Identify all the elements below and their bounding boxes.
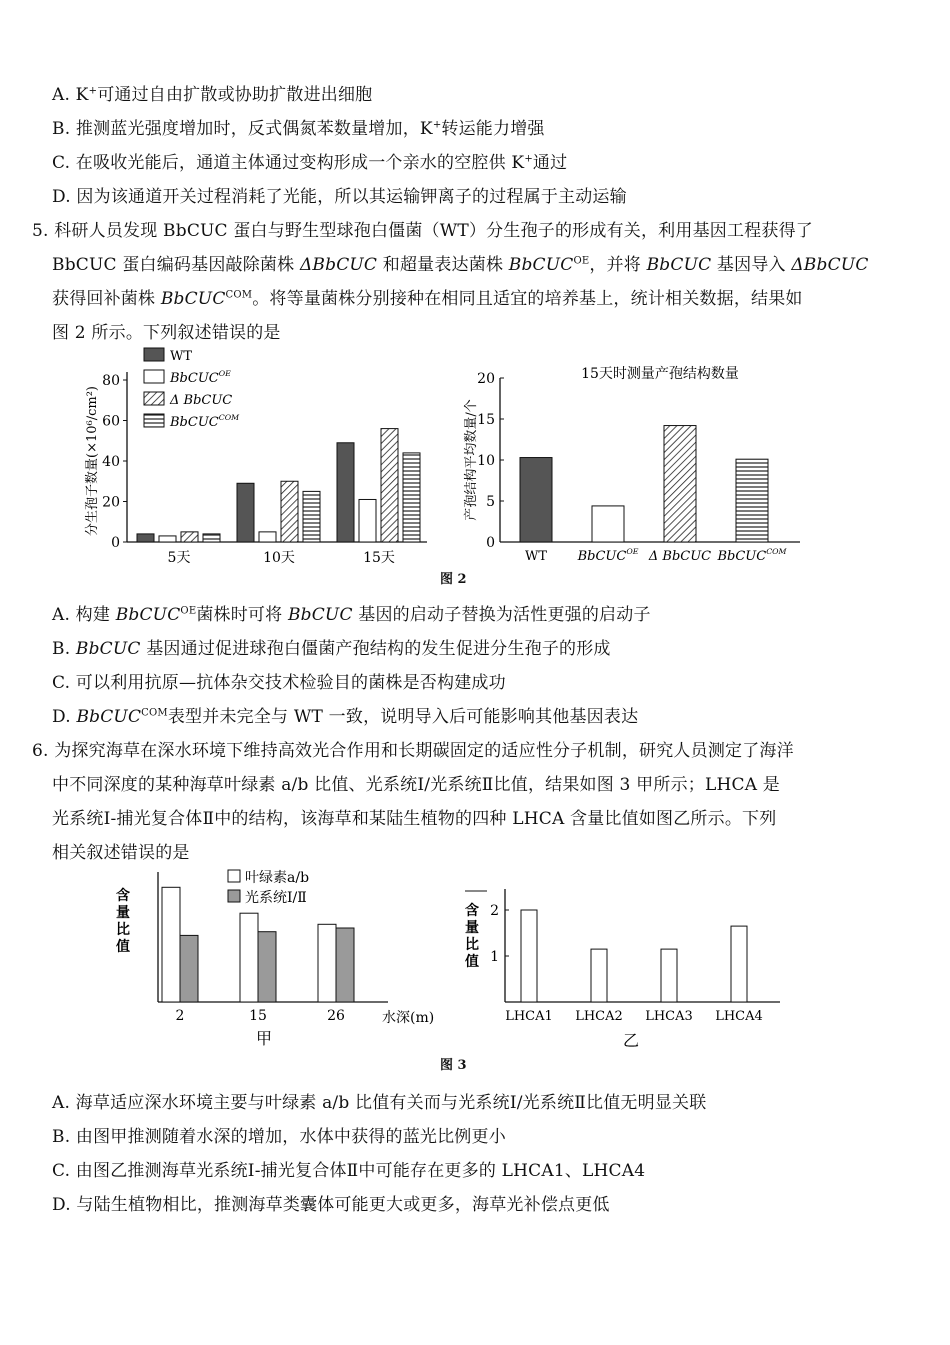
legend-label: BbCUC$^{COM}$ — [170, 413, 240, 430]
y-axis-label-char: 含 — [465, 903, 479, 919]
bar-4-1 — [203, 534, 220, 542]
legend-swatch — [144, 348, 164, 361]
fig2-spore-count-chart — [72, 342, 452, 572]
bar-4-3 — [403, 453, 420, 542]
chart-title: 15天时测量产孢结构数量 — [581, 366, 739, 382]
q4-option-a: A. K+可通过自由扩散或协助扩散进出细胞 — [52, 85, 373, 105]
x-tick-label: 15天 — [363, 550, 395, 566]
x-tick-label: LHCA4 — [715, 1009, 763, 1024]
y-tick-label: 20 — [102, 494, 120, 511]
y-tick-label: 2 — [490, 903, 499, 919]
x-axis-label: 水深(m) — [382, 1010, 435, 1026]
bar-2 — [592, 506, 624, 542]
bar-3-1 — [181, 532, 198, 542]
q5-stem-line-1: 5. 科研人员发现 BbCUC 蛋白与野生型球孢白僵菌（WT）分生孢子的形成有关，利用基因工程获得了 — [32, 221, 813, 241]
bar-1 — [521, 910, 537, 1002]
bar-2-3 — [336, 928, 354, 1002]
y-tick-label: 60 — [102, 413, 120, 430]
bar-2-3 — [359, 499, 376, 542]
y-axis-label-char: 量 — [116, 905, 130, 921]
x-tick-label: 5天 — [167, 550, 191, 566]
y-axis-label: 分生孢子数量(×10⁶/cm²) — [85, 386, 100, 536]
y-tick-label: 10 — [477, 453, 495, 469]
x-tick-label: WT — [524, 549, 548, 564]
bar-4-2 — [303, 491, 320, 542]
q6-option-b: B. 由图甲推测随着水深的增加，水体中获得的蓝光比例更小 — [52, 1127, 506, 1147]
q6-stem-line-1: 6. 为探究海草在深水环境下维持高效光合作用和长期碳固定的适应性分子机制，研究人员测定了海洋 — [32, 741, 794, 761]
q4-option-c: C. 在吸收光能后，通道主体通过变构形成一个亲水的空腔供 K+通过 — [52, 153, 568, 173]
bar-4 — [731, 926, 747, 1002]
q5-option-b: B. BbCUC 基因通过促进球孢白僵菌产孢结构的发生促进分生孢子的形成 — [52, 639, 611, 659]
y-axis-label-char: 含 — [116, 888, 130, 904]
q5-option-d: D. BbCUC$^{COM}$表型并未完全与 WT 一致，说明导入后可能影响其他基因表达 — [52, 707, 639, 727]
x-tick-label: 26 — [327, 1008, 345, 1024]
bar-2-2 — [259, 532, 276, 542]
fig3-caption: 图 3 — [440, 1058, 467, 1073]
y-axis-label-char: 值 — [465, 954, 479, 970]
bar-3 — [661, 949, 677, 1002]
legend-swatch — [144, 414, 164, 427]
q6-option-c: C. 由图乙推测海草光系统Ⅰ-捕光复合体Ⅱ中可能存在更多的 LHCA1、LHCA4 — [52, 1161, 646, 1181]
chart-sub-label: 甲 — [256, 1029, 273, 1048]
legend-label: Δ BbCUC — [170, 393, 233, 408]
bar-2-2 — [258, 932, 276, 1002]
q6-stem-line-4: 相关叙述错误的是 — [52, 843, 190, 863]
x-tick-label: LHCA1 — [505, 1009, 553, 1024]
bar-4 — [736, 459, 768, 542]
y-tick-label: 80 — [102, 373, 120, 389]
y-axis-label-char: 量 — [465, 920, 479, 936]
q5-stem-line-2: BbCUC 蛋白编码基因敲除菌株 ΔBbCUC 和超量表达菌株 BbCUC$^{OE}$，并将 BbCUC 基因导入 ΔBbCUC — [52, 255, 869, 275]
bar-1-3 — [318, 924, 336, 1002]
x-tick-label: 15 — [249, 1008, 267, 1024]
fig2-caption: 图 2 — [440, 572, 467, 587]
legend-label: 光系统Ⅰ/Ⅱ — [245, 890, 307, 906]
y-axis-label-char: 比 — [465, 937, 479, 953]
legend-label: 叶绿素a/b — [245, 870, 310, 886]
bar-1 — [520, 458, 552, 542]
q4-option-d: D. 因为该通道开关过程消耗了光能，所以其运输钾离子的过程属于主动运输 — [52, 187, 627, 207]
y-axis-label-char: 值 — [116, 939, 130, 955]
q5-stem-line-3: 获得回补菌株 BbCUC$^{COM}$。将等量菌株分别接种在相同且适宜的培养基上，统计相关数据，结果如 — [52, 289, 803, 309]
x-tick-label: 10天 — [263, 550, 295, 566]
fig3-yi-chart — [455, 875, 785, 1050]
q5-option-c: C. 可以利用抗原—抗体杂交技术检验目的菌株是否构建成功 — [52, 673, 506, 693]
q5-option-a: A. 构建 BbCUC$^{OE}$菌株时可将 BbCUC 基因的启动子替换为活性更强的启动子 — [52, 605, 651, 625]
y-axis-label-char: 比 — [116, 922, 130, 938]
bar-1-1 — [162, 887, 180, 1002]
x-tick-label: 2 — [175, 1008, 185, 1024]
legend-swatch — [144, 370, 164, 383]
bar-3-3 — [381, 429, 398, 542]
bar-2-1 — [159, 536, 176, 542]
y-tick-label: 5 — [486, 494, 495, 510]
fig3-jia-chart — [100, 862, 435, 1048]
legend-swatch — [144, 392, 164, 405]
y-tick-label: 40 — [102, 454, 120, 470]
legend-label: WT — [170, 349, 193, 364]
q5-stem-line-4: 图 2 所示。下列叙述错误的是 — [52, 323, 281, 343]
x-tick-label: BbCUC$^{OE}$ — [577, 547, 639, 564]
q6-option-d: D. 与陆生植物相比，推测海草类囊体可能更大或更多，海草光补偿点更低 — [52, 1195, 610, 1215]
x-tick-label: LHCA3 — [645, 1009, 693, 1024]
bar-2 — [591, 949, 607, 1002]
legend-swatch — [228, 890, 240, 902]
y-tick-label: 1 — [490, 949, 499, 965]
x-tick-label: BbCUC$^{COM}$ — [717, 547, 787, 564]
q6-stem-line-2: 中不同深度的某种海草叶绿素 a/b 比值、光系统Ⅰ/光系统Ⅱ比值，结果如图 3 甲所示；LHCA 是 — [52, 775, 780, 795]
legend-label: BbCUC$^{OE}$ — [170, 369, 231, 386]
q6-stem-line-3: 光系统Ⅰ-捕光复合体Ⅱ中的结构，该海草和某陆生植物的四种 LHCA 含量比值如图乙所示。下列 — [52, 809, 777, 829]
bar-2-1 — [180, 935, 198, 1002]
y-tick-label: 0 — [486, 535, 495, 551]
bar-1-1 — [137, 534, 154, 542]
fig2-sporulation-structure-chart — [455, 350, 825, 580]
q4-option-b: B. 推测蓝光强度增加时，反式偶氮苯数量增加，K+转运能力增强 — [52, 119, 545, 139]
y-tick-label: 20 — [477, 371, 495, 387]
y-tick-label: 15 — [477, 412, 495, 428]
legend-swatch — [228, 870, 240, 882]
chart-sub-label: 乙 — [623, 1031, 640, 1050]
bar-3 — [664, 426, 696, 542]
bar-1-2 — [237, 483, 254, 542]
q6-option-a: A. 海草适应深水环境主要与叶绿素 a/b 比值有关而与光系统Ⅰ/光系统Ⅱ比值无明显关联 — [52, 1093, 707, 1113]
x-tick-label: Δ BbCUC — [648, 549, 712, 564]
y-axis-label: 产孢结构平均数量/个 — [464, 399, 479, 521]
bar-1-2 — [240, 913, 258, 1002]
x-tick-label: LHCA2 — [575, 1009, 623, 1024]
y-tick-label: 0 — [111, 535, 120, 551]
bar-3-2 — [281, 481, 298, 542]
bar-1-3 — [337, 443, 354, 542]
